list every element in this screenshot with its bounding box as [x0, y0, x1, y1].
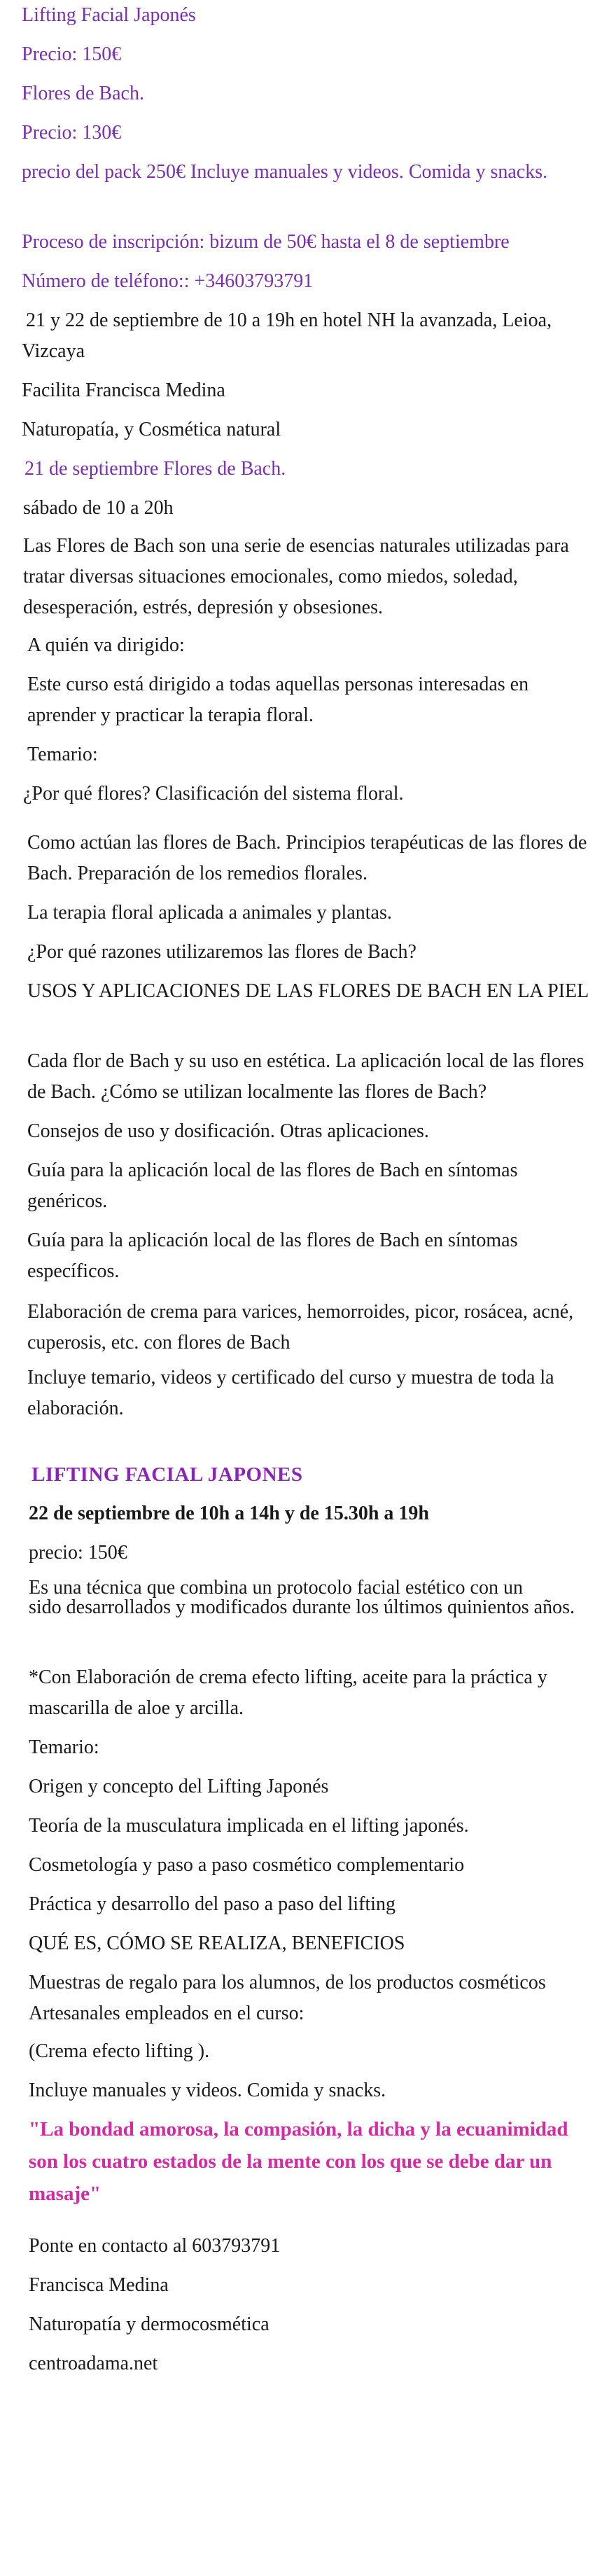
phone-number: Número de teléfono:: +34603793791	[22, 270, 314, 292]
bach-syllabus-item: Consejos de uso y dosificación. Otras aplicaciones.	[27, 1120, 429, 1142]
course-2-price: Precio: 130€	[22, 122, 122, 144]
course-1-price: Precio: 150€	[22, 43, 122, 65]
bach-syllabus-item: Como actúan las flores de Bach. Principios terapéuticas de las flores de Bach. Preparación de los remedios florales.	[27, 832, 587, 884]
lifting-syllabus-item: Origen y concepto del Lifting Japonés	[29, 1776, 329, 1797]
bach-syllabus-item: USOS Y APLICACIONES DE LAS FLORES DE BACH EN LA PIEL	[27, 980, 589, 1002]
lifting-syllabus-heading: Temario:	[29, 1736, 99, 1758]
bach-syllabus-heading: Temario:	[27, 744, 98, 765]
lifting-syllabus-item: Muestras de regalo para los alumnos, de los productos cosméticos Artesanales empleados en el curso:	[29, 1972, 546, 2024]
event-dates-location: 21 y 22 de septiembre de 10 a 19h en hotel NH la avanzada, Leioa, Vizcaya	[22, 309, 552, 362]
registration-info: Proceso de inscripción: bizum de 50€ hasta el 8 de septiembre	[22, 231, 510, 253]
lifting-price: precio: 150€	[29, 1542, 127, 1564]
bach-audience-heading: A quién va dirigido:	[27, 634, 185, 656]
bach-schedule: sábado de 10 a 20h	[23, 497, 174, 519]
bach-syllabus-item: Guía para la aplicación local de las flores de Bach en síntomas específicos.	[27, 1230, 518, 1282]
bach-syllabus-item: Elaboración de crema para varices, hemorroides, picor, rosácea, acné, cuperosis, etc. con flores de Bach	[27, 1301, 574, 1353]
lifting-syllabus-item: Incluye manuales y videos. Comida y snacks.	[29, 2080, 386, 2101]
facilitator-specialty: Naturopatía, y Cosmética natural	[22, 419, 281, 440]
bach-syllabus-item: Cada flor de Bach y su uso en estética. La aplicación local de las flores de Bach. ¿Cómo se utilizan localmente las flores de Bach?	[27, 1050, 584, 1103]
lifting-syllabus-item: Práctica y desarrollo del paso a paso del lifting	[29, 1893, 396, 1915]
lifting-title: LIFTING FACIAL JAPONES	[31, 1463, 303, 1486]
contact-website: centroadama.net	[29, 2353, 158, 2374]
pack-info: precio del pack 250€ Incluye manuales y videos. Comida y snacks.	[22, 161, 548, 183]
lifting-description-line-1: Es una técnica que combina un protocolo facial estético con un	[29, 1577, 523, 1599]
bach-syllabus-item: ¿Por qué flores? Clasificación del sistema floral.	[23, 783, 404, 805]
contact-name: Francisca Medina	[29, 2274, 169, 2296]
contact-line: Ponte en contacto al 603793791	[29, 2235, 281, 2257]
lifting-syllabus-item: (Crema efecto lifting ).	[29, 2040, 210, 2062]
bach-syllabus-item: ¿Por qué razones utilizaremos las flores de Bach?	[27, 941, 416, 963]
bach-syllabus-item: Incluye temario, videos y certificado del curso y muestra de toda la elaboración.	[27, 1367, 554, 1419]
facilitator: Facilita Francisca Medina	[22, 380, 225, 401]
lifting-schedule: 22 de septiembre de 10h a 14h y de 15.30h a 19h	[29, 1503, 429, 1524]
lifting-syllabus-item: QUÉ ES, CÓMO SE REALIZA, BENEFICIOS	[29, 1933, 405, 1954]
bach-syllabus-item: Guía para la aplicación local de las flores de Bach en síntomas genéricos.	[27, 1160, 518, 1212]
massage-quote: "La bondad amorosa, la compasión, la dicha y la ecuanimidad son los cuatro estados de la mente con los que se debe dar un masaje"	[29, 2118, 568, 2205]
lifting-syllabus-item: Teoría de la musculatura implicada en el lifting japonés.	[29, 1815, 469, 1837]
lifting-syllabus-item: Cosmetología y paso a paso cosmético complementario	[29, 1854, 465, 1876]
course-2-title: Flores de Bach.	[22, 83, 144, 104]
contact-specialty: Naturopatía y dermocosmética	[29, 2313, 270, 2335]
bach-description: Las Flores de Bach son una serie de esencias naturales utilizadas para tratar diversas situaciones emocionales, como miedos, soledad, desesperación, estrés, depresión y obsesiones.	[23, 535, 569, 618]
bach-audience-text: Este curso está dirigido a todas aquellas personas interesadas en aprender y practicar la terapia floral.	[27, 674, 529, 726]
course-1-title: Lifting Facial Japonés	[22, 4, 196, 26]
bach-syllabus-item: La terapia floral aplicada a animales y plantas.	[27, 902, 392, 924]
lifting-note: *Con Elaboración de crema efecto lifting, aceite para la práctica y mascarilla de aloe y arcilla.	[29, 1666, 547, 1719]
lifting-description-line-2: sido desarrollados y modificados durante los últimos quinientos años.	[29, 1596, 575, 1618]
bach-date-title: 21 de septiembre Flores de Bach.	[24, 458, 286, 480]
